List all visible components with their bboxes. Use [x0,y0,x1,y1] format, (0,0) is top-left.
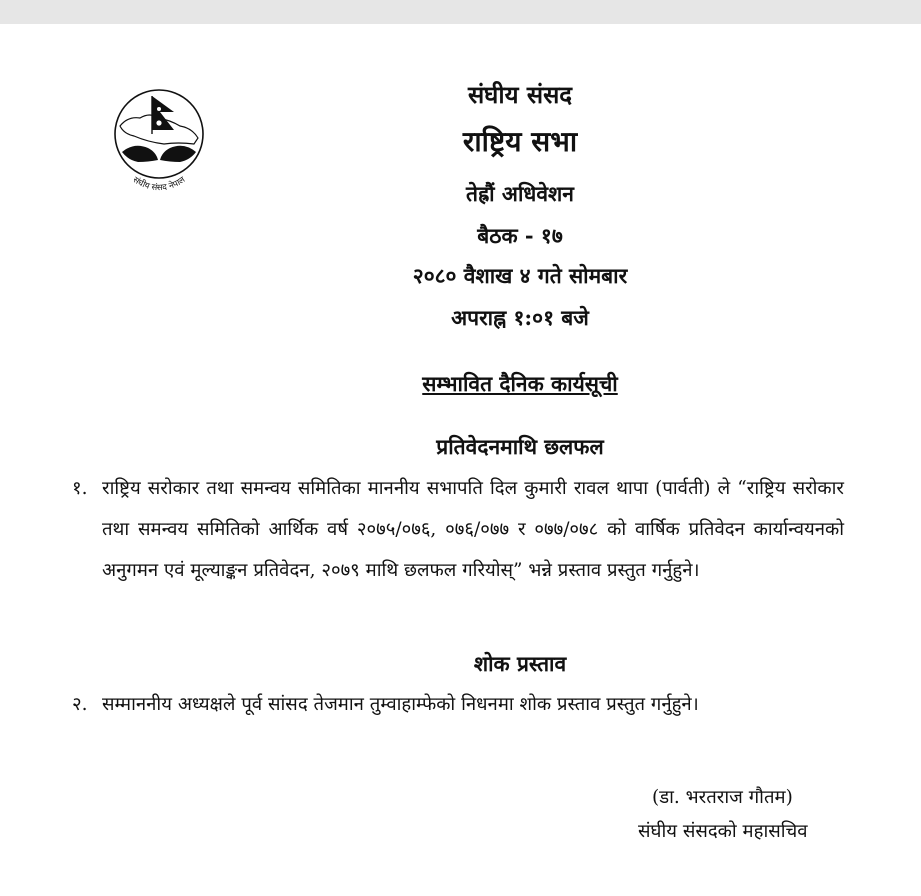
signatory-name: (डा. भरतराज गौतम) [652,787,793,808]
agenda-item-text: सम्माननीय अध्यक्षले पूर्व सांसद तेजमान तुम्वाहाम्फेको निधनमा शोक प्रस्ताव प्रस्तुत गर्नुहुने। [102,694,699,715]
section-title-report-discussion: प्रतिवेदनमाथि छलफल [436,434,604,459]
header-meeting: बैठक - १७ [477,223,563,248]
section-title-condolence: शोक प्रस्ताव [473,651,567,676]
signatory-title: संघीय संसदको महासचिव [638,821,808,842]
agenda-item-number: १. [72,478,88,499]
emblem-text: संघीय संसद नेपाल [130,175,188,194]
header-time: अपराह्न १:०१ बजे [451,305,589,330]
agenda-item-1 [72,468,844,591]
header-session: तेह्रौं अधिवेशन [466,181,574,206]
federal-parliament-emblem-icon [108,82,210,194]
top-bar [0,0,921,24]
agenda-item-text: राष्ट्रिय सरोकार तथा समन्वय समितिका माननीय सभापति दिल कुमारी रावल थापा (पार्वती) ले “राष्ट्रिय सरोकार तथा समन्वय समितिको आर्थिक वर्ष २०७५/०७६, ०७६/०७७ र ०७७/०७८ को वार्षिक प्रतिवेदन कार्यान्वयनको अनुगमन एवं मूल्याङ्कन प्रतिवेदन, २०७९ माथि छलफल गरियोस्” भन्ने प्रस्ताव प्रस्तुत गर्नुहुने। [102,478,844,581]
agenda-item-number: २. [72,694,88,715]
agenda-item-2 [72,684,844,725]
agenda-title: सम्भावित दैनिक कार्यसूची [422,371,618,396]
header-national-assembly: राष्ट्रिय सभा [462,125,578,158]
header-parliament: संघीय संसद [467,80,573,109]
header-date: २०८० वैशाख ४ गते सोमबार [412,263,628,288]
